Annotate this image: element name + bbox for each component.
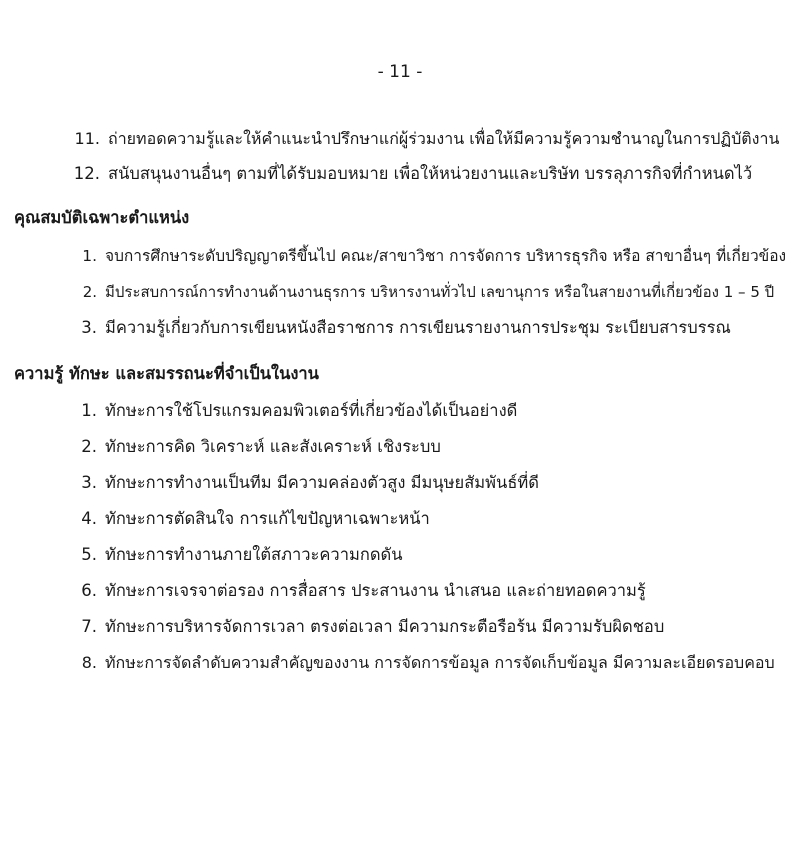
list-item-text: มีความรู้เกี่ยวกับการเขียนหนังสือราชการ การเขียนรายงานการประชุม ระเบียบสารบรรณ bbox=[105, 318, 731, 337]
list-item-skill-2 bbox=[0, 436, 441, 458]
list-item-number: 2. bbox=[81, 437, 97, 456]
page-number: - 11 - bbox=[377, 62, 423, 82]
skills-heading: ความรู้ ทักษะ และสมรรถนะที่จำเป็นในงาน bbox=[14, 364, 319, 383]
list-item-number: 2. bbox=[82, 283, 97, 301]
list-item-skill-5 bbox=[0, 544, 403, 566]
list-item-skill-3 bbox=[0, 472, 539, 494]
list-item-skill-4 bbox=[0, 508, 430, 530]
list-item-text: ทักษะการทำงานเป็นทีม มีความคล่องตัวสูง มีมนุษยสัมพันธ์ที่ดี bbox=[105, 473, 539, 492]
list-item-skill-1 bbox=[0, 400, 517, 422]
list-item-text: ถ่ายทอดความรู้และให้คำแนะนำปรึกษาแก่ผู้ร่วมงาน เพื่อให้มีความรู้ความชำนาญในการปฏิบัติงาน bbox=[108, 129, 780, 148]
list-item-qualification-3 bbox=[0, 317, 731, 339]
list-item-number: 3. bbox=[81, 318, 97, 337]
list-item-number: 11. bbox=[74, 129, 100, 148]
list-item-duty-11 bbox=[0, 128, 779, 150]
list-item-text: สนับสนุนงานอื่นๆ ตามที่ได้รับมอบหมาย เพื่อให้หน่วยงานและบริษัท บรรลุภารกิจที่กำหนดไว้ bbox=[108, 164, 753, 183]
list-item-number: 12. bbox=[73, 164, 100, 183]
list-item-number: 4. bbox=[81, 509, 97, 528]
list-item-number: 3. bbox=[81, 473, 97, 492]
list-item-duty-12 bbox=[0, 163, 752, 185]
list-item-text: ทักษะการเจรจาต่อรอง การสื่อสาร ประสานงาน นำเสนอ และถ่ายทอดความรู้ bbox=[105, 581, 646, 600]
list-item-text: จบการศึกษาระดับปริญญาตรีขึ้นไป คณะ/สาขาวิชา การจัดการ บริหารธุรกิจ หรือ สาขาอื่นๆ ที่เกี่ยวข้อง bbox=[105, 247, 787, 265]
qualifications-heading: คุณสมบัติเฉพาะตำแหน่ง bbox=[14, 208, 190, 227]
list-item-text: ทักษะการคิด วิเคราะห์ และสังเคราะห์ เชิงระบบ bbox=[105, 437, 441, 456]
list-item-number: 7. bbox=[81, 617, 97, 636]
list-item-text: ทักษะการตัดสินใจ การแก้ไขปัญหาเฉพาะหน้า bbox=[105, 509, 430, 528]
list-item-qualification-1 bbox=[0, 245, 786, 267]
list-item-text: ทักษะการจัดลำดับความสำคัญของงาน การจัดการข้อมูล การจัดเก็บข้อมูล มีความละเอียดรอบคอบ bbox=[105, 653, 775, 672]
list-item-number: 1. bbox=[81, 401, 97, 420]
list-item-skill-6 bbox=[0, 580, 646, 602]
list-item-number: 5. bbox=[81, 545, 97, 564]
list-item-text: มีประสบการณ์การทำงานด้านงานธุรการ บริหารงานทั่วไป เลขานุการ หรือในสายงานที่เกี่ยวข้อง 1 – 5 ปี bbox=[105, 283, 775, 301]
list-item-number: 8. bbox=[81, 653, 97, 672]
list-item-text: ทักษะการทำงานภายใต้สภาวะความกดดัน bbox=[105, 545, 403, 564]
list-item-number: 1. bbox=[82, 247, 97, 265]
list-item-skill-8 bbox=[0, 652, 775, 674]
list-item-number: 6. bbox=[81, 581, 97, 600]
list-item-skill-7 bbox=[0, 616, 664, 638]
list-item-qualification-2 bbox=[0, 281, 774, 303]
list-item-text: ทักษะการใช้โปรแกรมคอมพิวเตอร์ที่เกี่ยวข้องได้เป็นอย่างดี bbox=[105, 401, 518, 420]
list-item-text: ทักษะการบริหารจัดการเวลา ตรงต่อเวลา มีความกระตือรือร้น มีความรับผิดชอบ bbox=[105, 617, 665, 636]
